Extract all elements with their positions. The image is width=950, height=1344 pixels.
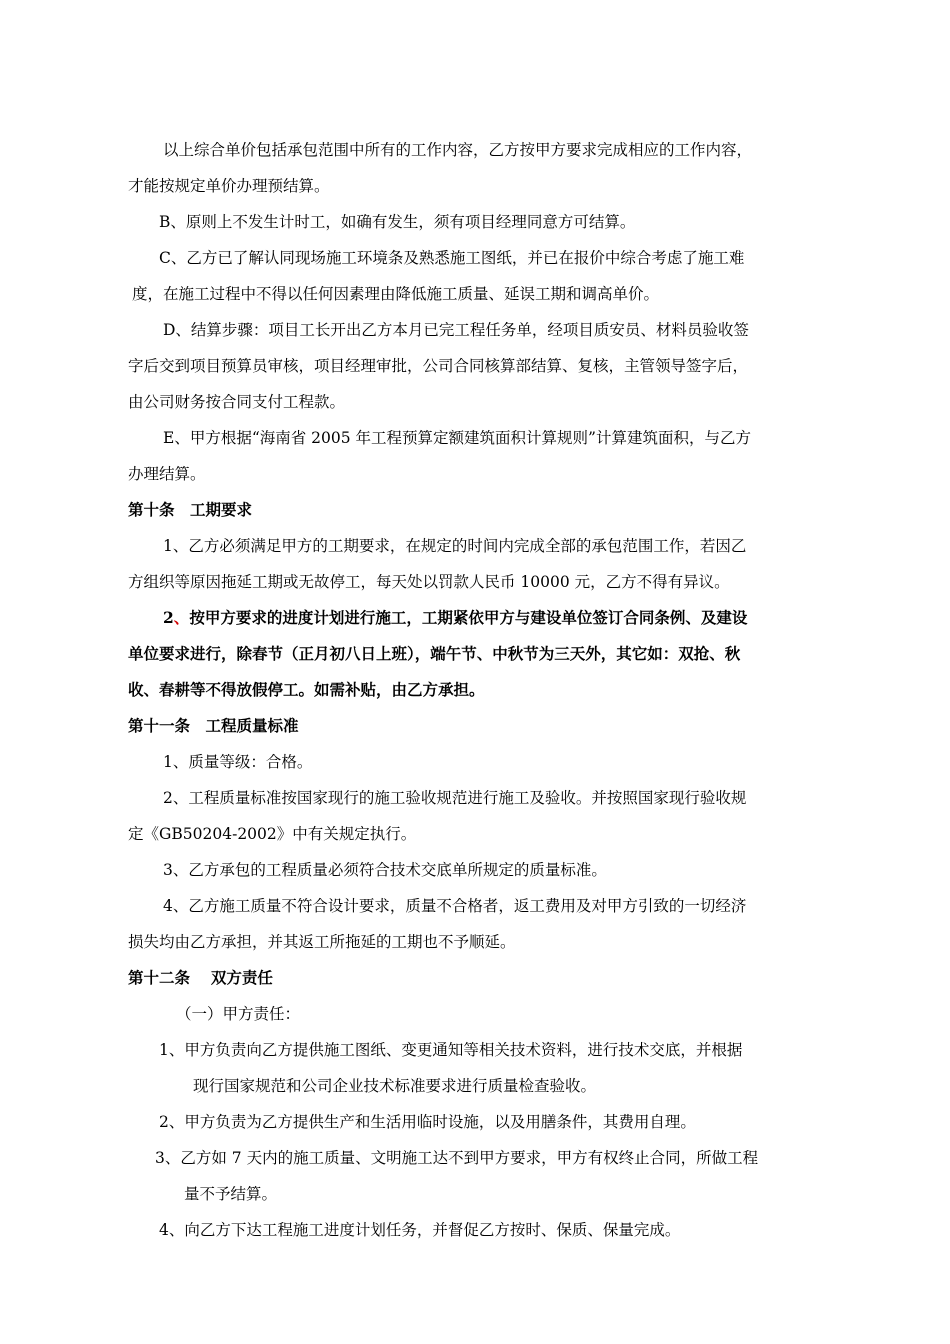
article-10-item-1-line: 方组织等原因拖延工期或无故停工，每天处以罚款人民币 10000 元，乙方不得有异议。 [128,573,730,591]
item-text: 按甲方要求的进度计划进行施工，工期紧依甲方与建设单位签订合同条例、及建设 [189,608,748,627]
article-10-item-2-line [163,608,747,628]
article-10-item-2-line: 单位要求进行，除春节（正月初八日上班），端午节、中秋节为三天外，其它如：双抢、秋 [128,644,741,663]
article-10-heading: 第十条 工期要求 [128,500,253,519]
clause-d-line: 由公司财务按合同支付工程款。 [128,393,346,411]
clause-d-line: 字后交到项目预算员审核，项目经理审批，公司合同核算部结算、复核，主管领导签字后， [128,357,749,375]
article-11-item-4-line: 损失均由乙方承担，并其返工所拖延的工期也不予顺延。 [128,933,516,951]
article-12-item-2: 2、甲方负责为乙方提供生产和生活用临时设施，以及用膳条件，其费用自理。 [159,1113,696,1131]
article-12-item-3-line: 3、乙方如 7 天内的施工质量、文明施工达不到甲方要求，甲方有权终止合同，所做工程 [155,1149,759,1167]
article-12-item-4: 4、向乙方下达工程施工进度计划任务，并督促乙方按时、保质、保量完成。 [159,1221,681,1239]
article-11-item-2-line: 定《GB50204-2002》中有关规定执行。 [128,825,417,843]
article-11-item-1: 1、质量等级：合格。 [163,753,313,771]
article-12-heading: 第十二条 双方责任 [128,968,273,987]
article-11-heading: 第十一条 工程质量标准 [128,716,299,735]
item-number: 2 [163,608,174,627]
clause-c-line: 度，在施工过程中不得以任何因素理由降低施工质量、延误工期和调高单价。 [132,285,660,303]
article-11-item-2-line: 2、工程质量标准按国家现行的施工验收规范进行施工及验收。并按照国家现行验收规 [163,789,747,807]
article-12-subheading: （一）甲方责任： [176,1005,301,1023]
clause-d-line: D、结算步骤：项目工长开出乙方本月已完工程任务单，经项目质安员、材料员验收签 [163,321,749,339]
clause-c-line: C、乙方已了解认同现场施工环境条及熟悉施工图纸，并已在报价中综合考虑了施工难 [159,249,745,267]
paragraph-line: 以上综合单价包括承包范围中所有的工作内容，乙方按甲方要求完成相应的工作内容， [163,141,753,159]
item-separator: 、 [173,608,190,627]
clause-b: B、原则上不发生计时工，如确有发生，须有项目经理同意方可结算。 [159,213,636,231]
clause-e-line: 办理结算。 [128,465,206,483]
article-10-item-1-line: 1、乙方必须满足甲方的工期要求，在规定的时间内完成全部的承包范围工作，若因乙 [163,537,747,555]
article-11-item-4-line: 4、乙方施工质量不符合设计要求，质量不合格者，返工费用及对甲方引致的一切经济 [163,897,747,915]
article-12-item-1-line: 1、甲方负责向乙方提供施工图纸、变更通知等相关技术资料，进行技术交底，并根据 [159,1041,743,1059]
article-11-item-3: 3、乙方承包的工程质量必须符合技术交底单所规定的质量标准。 [163,861,607,879]
article-12-item-1-line: 现行国家规范和公司企业技术标准要求进行质量检查验收。 [193,1077,597,1095]
article-12-item-3-line: 量不予结算。 [184,1185,278,1203]
clause-e-line: E、甲方根据“海南省 2005 年工程预算定额建筑面积计算规则”计算建筑面积，与乙方 [163,429,751,447]
paragraph-line: 才能按规定单价办理预结算。 [128,177,330,195]
article-10-item-2-line: 收、春耕等不得放假停工。如需补贴，由乙方承担。 [128,680,485,699]
